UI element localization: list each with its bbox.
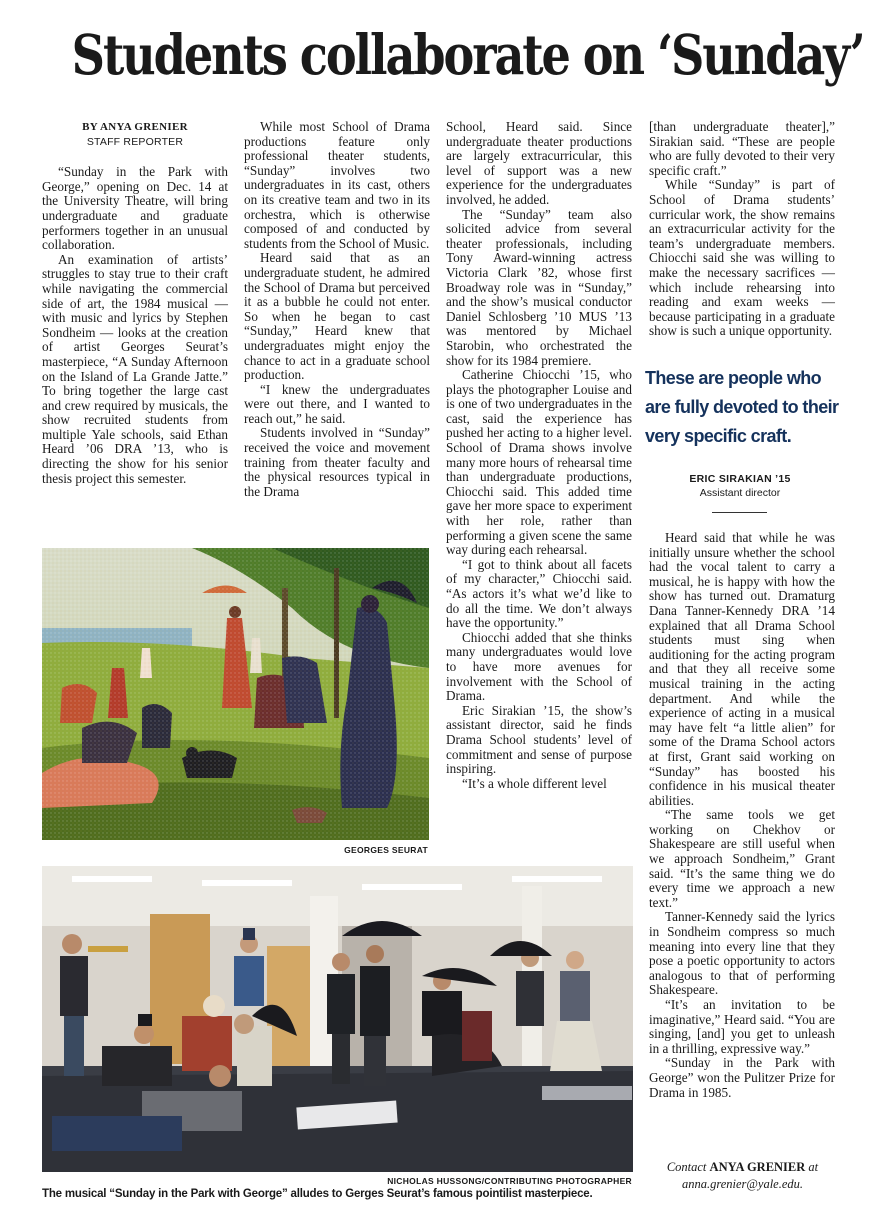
pull-quote-attribution bbox=[650, 472, 830, 500]
paragraph-continued: School, Heard said. Since undergraduate theater productions are largely extracurricular, this level of support was a new experience for the undergraduates involved, he added. bbox=[446, 119, 632, 207]
paragraph: “It’s a whole different level bbox=[462, 775, 607, 791]
byline bbox=[42, 120, 228, 149]
photo-credit-rehearsal: NICHOLAS HUSSONG/CONTRIBUTING PHOTOGRAPHER bbox=[387, 1176, 632, 1186]
paragraph: “I knew the undergraduates were out there, and I wanted to reach out,” he said. bbox=[244, 381, 430, 426]
pull-quote-name: ERIC SIRAKIAN ’15 bbox=[689, 473, 791, 485]
paragraph: The “Sunday” team also solicited advice from several theater professionals, including Tony Award-winning actress Victoria Clark ’82, whose first Broadway role was in “Sunday,” and the show’s musical conductor Daniel Schlosberg ’10 MUS ’13 was mentored by Michael Starobin, who orchestrated the show for its 1984 premiere. bbox=[446, 206, 632, 368]
paragraph: Chiocchi added that she thinks many undergraduates would love to have more avenues for involvement with the School of Drama. bbox=[446, 629, 632, 704]
paragraph: “I got to think about all facets of my character,” Chiocchi said. “As actors it’s what we’d like to do all the time. We don’t always have the opportunity.” bbox=[446, 556, 632, 631]
paragraph: “Sunday in the Park with George,” opening on Dec. 14 at the University Theatre, will bring undergraduate and graduate performers together in an unusual collaboration. bbox=[42, 164, 228, 253]
paragraph-continued: [than undergraduate theater],” Sirakian said. “These are people who are fully devoted to their very specific craft.” bbox=[649, 119, 835, 178]
byline-title: STAFF REPORTER bbox=[86, 135, 184, 148]
paragraph: Heard said that as an undergraduate student, he admired the School of Drama but perceived it as a bubble he could not enter. So when he began to cast “Sunday,” Heard knew that undergraduates might enjoy the chance to act in a graduate school production. bbox=[244, 250, 430, 383]
paragraph: Students involved in “Sunday” received the voice and movement training from theater faculty and the physical resources typical in the Drama bbox=[244, 425, 430, 499]
column-1 bbox=[42, 120, 228, 486]
contact-prefix: Contact bbox=[666, 1160, 710, 1174]
paragraph: Tanner-Kennedy said the lyrics in Sondheim compress so much meaning into every line that they pose a poetic opportunity to actors analogous to that of performing Shakespeare. bbox=[649, 909, 835, 998]
paragraph: “The same tools we get working on Chekhov or Shakespeare are still useful when we approach Sondheim,” Grant said. “It’s the same thing we do every time we approach a new text.” bbox=[649, 807, 835, 910]
pull-quote-title: Assistant director bbox=[699, 487, 781, 499]
column-4-bottom bbox=[649, 531, 835, 1100]
divider bbox=[712, 512, 767, 513]
paragraph: “Sunday in the Park with George” won the Pulitzer Prize for Drama in 1985. bbox=[649, 1055, 835, 1100]
rehearsal-photo-image bbox=[42, 866, 633, 1172]
column-3 bbox=[446, 120, 632, 791]
paragraph: An examination of artists’ struggles to stay true to their craft while navigating the commercial side of art, the 1984 musical — with music and lyrics by Stephen Sondheim — looks at the creation of artist Georges Seurat’s masterpiece, “A Sunday Afternoon on the Island of La Grande Jatte.” To bring together the large cast and crew required by musicals, the show recruited students from multiple Yale schools, said Ethan Heard ’06 DRA ’13, who is directing the show for his senior thesis project this semester. bbox=[42, 251, 228, 486]
headline: Students collaborate on ‘Sunday’ bbox=[71, 22, 864, 87]
paragraph: “It’s an invitation to be imaginative,” Heard said. “You are singing, [and] you get to unleash in a thrilling, expressive way.” bbox=[649, 997, 835, 1056]
contact-name: ANYA GRENIER bbox=[709, 1160, 806, 1174]
seurat-painting-image bbox=[42, 548, 429, 840]
seurat-painting-svg bbox=[42, 548, 429, 840]
column-2 bbox=[244, 120, 430, 499]
paragraph: Catherine Chiocchi ’15, who plays the photographer Louise and is one of two undergraduates in the cast, said the experience has pushed her acting to a higher level. School of Drama shows involve many more hours of rehearsal time than undergraduate productions, Chiocchi said. This added time gave her more space to experiment with her role, rather than performing a given scene the same way during each rehearsal. bbox=[446, 367, 632, 558]
paragraph: While “Sunday” is part of School of Drama students’ curricular work, the show remains an extracurricular activity for the team’s undergraduate members. Chiocchi said she was willing to make the necessary sacrifices — which include rehearsing into reading and exam weeks — because participating in a graduate show is such a unique opportunity. bbox=[649, 177, 835, 339]
byline-name: BY ANYA GRENIER bbox=[82, 121, 188, 133]
pull-quote: These are people who are fully devoted to their very specific craft. bbox=[645, 368, 839, 446]
paragraph: Eric Sirakian ’15, the show’s assistant director, said he finds Drama School students’ level of commitment and sense of purpose inspiring. bbox=[446, 702, 632, 777]
paragraph: Heard said that while he was initially unsure whether the school had the vocal talent to carry a musical, he is happy with how the show has turned out. Dramaturg Dana Tanner-Kennedy DRA ’14 explained that all Drama School students must sing when auditioning for the acting program and that they all receive some musical training in the acting department. And while the experience of acting in a musical may have felt “a little alien” for some of the Drama School actors at first, Grant said working on “Sunday” has boosted his confidence in his musical theater abilities. bbox=[649, 530, 835, 808]
rehearsal-photo-svg bbox=[42, 866, 633, 1172]
contact-end: . bbox=[799, 1177, 804, 1191]
contact-suffix: at bbox=[805, 1160, 819, 1174]
column-4-top bbox=[649, 120, 835, 339]
photo-credit-painting: GEORGES SEURAT bbox=[344, 845, 428, 855]
paragraph: While most School of Drama productions feature only professional theater students, “Sunday” involves two undergraduates in its cast, others on its creative team and two in its orchestra, which is otherwise composed of and conducted by students from the School of Music. bbox=[244, 119, 430, 251]
contact-line bbox=[650, 1159, 835, 1193]
contact-email[interactable]: anna.grenier@yale.edu bbox=[681, 1177, 800, 1191]
photo-caption: The musical “Sunday in the Park with George” alludes to Gerges Seurat’s famous pointilist masterpiece. bbox=[42, 1188, 593, 1200]
